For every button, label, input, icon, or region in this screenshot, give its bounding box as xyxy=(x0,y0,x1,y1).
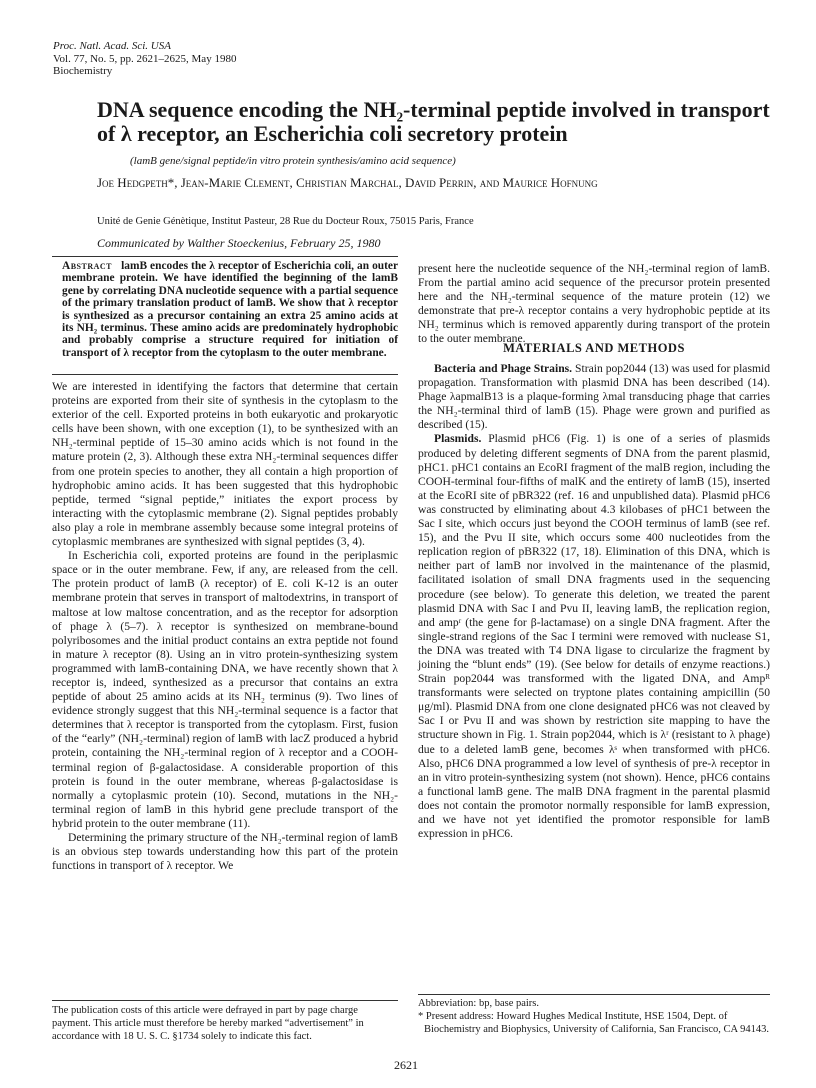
plasmids-heading: Plasmids. xyxy=(434,432,482,446)
affiliation: Unité de Genie Génètique, Institut Pasteur, 28 Rue du Docteur Roux, 75015 Paris, France xyxy=(97,216,474,227)
divider-footnote-right xyxy=(418,994,770,995)
divider-footnote-left xyxy=(52,1000,398,1001)
plasmids-text: Plasmid pHC6 (Fig. 1) is one of a series of plasmids produced by deleting different segments of DNA from the parent plasmid, pHC1. pHC1 contains an EcoRI fragment of the malB region, including the COOH-terminal four-fifths of malK and the entirety of lamB (15), inserted at the EcoRI site of pBR322 (ref. 16 and unpublished data). Plasmid pHC6 was constructed by eliminating about 4.3 kilobases of pHC1 between the Sac I site, which occurs just beyond the COOH terminus of lamB (see ref. 15), and the Pvu II site, which occurs some 400 nucleotides from the replication region of pBR322 (17, 18). Elimination of this DNA, which is neither part of lamB nor involved in the maintenance of the plasmid, facilitated isolation of small DNA fragments used in the sequencing procedure (see below). To generate this deletion, we treated the parent plasmid DNA with Sac I and Pvu II, leaving lamB, the replication region, and ampʳ (the gene for β-lactamase) on a single DNA fragment. After the single-strand regions of the Sac I termini were removed with nuclease S1, the DNA was treated with T4 DNA ligase to circularize the fragment by joining the “blunt ends” (19). (See below for details of enzyme reactions.) Strain pop2044 was transformed with the ligated DNA, and Ampᴿ transformants were selected on tryptone plates containing ampicillin (50 μg/ml). Plasmid DNA from one clone designated pHC6 was not cleaved by Sac I or Pvu II and was shown by restriction site mapping to have the structure shown in Fig. 1. Strain pop2044, which is λʳ (resistant to λ phage) due to a deleted lamB gene, becomes λˢ when transformed with pHC6. Also, pHC6 DNA programmed a low level of synthesis of pre-λ receptor in an in vitro protein-synthesizing system (not shown). Hence, pHC6 contains a functional lamB gene. The malB DNA fragment in the parental plasmid does not contain the promotor normally responsible for lamB expression, and we have not yet identified the promotor responsible for lamB expression in pHC6. xyxy=(418,432,771,841)
intro-paragraph: We are interested in identifying the factors that determine that certain proteins are exported from their site of synthesis in the cytoplasm to the exterior of the cell. Exported proteins in both eukaryotic and prokaryotic cells have been shown, with one exception (1), to be synthesized with an NH₂-terminal peptide of 15–30 amino acids which is not found in the mature protein (2, 3). Although these extra NH₂-terminal sequences differ from one protein species to another, they all contain a high proportion of hydrophobic amino acids. It has been suggested that this hydrophobic peptide, termed “signal peptide,” initiates the export process by interacting with the cytoplasmic membrane (2). Signal peptides probably also play a role in membrane assembly because some integral proteins of cytoplasmic membranes are synthesized with signal peptides (3, 4). xyxy=(52,380,398,549)
journal-volume: Vol. 77, No. 5, pp. 2621–2625, May 1980 xyxy=(53,52,237,65)
keywords: (lamB gene/signal peptide/in vitro protein synthesis/amino acid sequence) xyxy=(130,155,456,167)
section-heading-methods: MATERIALS AND METHODS xyxy=(503,341,685,355)
methods-body xyxy=(418,362,770,841)
intro-paragraph: In Escherichia coli, exported proteins are found in the periplasmic space or in the outer membrane. Few, if any, are released from the cell. The protein product of lamB (λ receptor) of E. coli K-12 is an outer membrane protein that serves in transport of maltodextrins, in transport of maltose at low maltose concentration, and as the receptor for adsorption of phage λ (5–7). λ receptor is synthesized on membrane-bound polyribosomes and the initial product contains an extra peptide not found in mature λ receptor (8). Using an in vitro protein-synthesizing system programmed with lamB-containing DNA, we have recently shown that λ receptor is, indeed, synthesized as a precursor that contains an extra peptide of about 25 amino acids at its NH₂ terminus (9). Two lines of evidence strongly suggest that this NH₂-terminal sequence is a factor that determines that λ receptor is transported from the cytoplasm. First, fusion of the “early” (NH₂-terminal) region of lamB with lacZ produced a hybrid protein, containing the NH₂-terminal region of λ receptor and a COOH-terminal region of β-galactosidase. A considerable proportion of this protein is found in the outer membrane, whereas β-galactosidase is normally a cytoplasmic protein (10). Second, mutations in the NH₂-terminal region of lamB in this hybrid gene preclude transport of the hybrid protein to the outer membrane (11). xyxy=(52,549,398,830)
journal-header xyxy=(53,40,236,78)
authors: Joe Hedgpeth*, Jean-Marie Clement, Christian Marchal, David Perrin, and Maurice Hofnung xyxy=(97,175,598,190)
abstract-text: lamB encodes the λ receptor of Escherichia coli, an outer membrane protein. We have identified the beginning of the lamB gene by correlating DNA nucleotide sequence with a partial sequence of the primary translation product of lamB. We show that λ receptor is synthesized as a precursor containing an extra 25 amino acids at its NH₂ terminus. These amino acids are predominately hydrophobic and probably comprise a structure required for initiation of transport of λ receptor from the cytoplasm to the outer membrane. xyxy=(62,260,399,359)
intro-continued: present here the nucleotide sequence of the NH₂-terminal region of lamB. From the partial amino acid sequence of the precursor protein presented here and the NH₂-terminal sequence of the mature protein (12) we demonstrate that pre-λ receptor contains a very hydrophobic peptide at its NH₂ terminus which is removed apparently during transport of the protein to the outer membrane. xyxy=(418,262,770,346)
introduction xyxy=(52,380,398,873)
publication-costs-footnote: The publication costs of this article were defrayed in part by page charge payment. This article must therefore be hereby marked “advertisement” in accordance with 18 U. S. C. §1734 solely to indicate this fact. xyxy=(52,1005,364,1042)
page-number: 2621 xyxy=(394,1058,418,1072)
abbreviation-footnote: Abbreviation: bp, base pairs. xyxy=(418,998,540,1009)
present-address-footnote: * Present address: Howard Hughes Medical Institute, HSE 1504, Dept. of Biochemistry and Biophysics, University of California, San Francisco, CA 94143. xyxy=(418,1010,770,1035)
plasmids-paragraph xyxy=(418,432,770,841)
bacteria-text: Strain pop2044 (13) was used for plasmid propagation. Transformation with plasmid DNA has been described (14). Phage λapmalB13 is a plaque-forming λmal transducing phage that carries the NH₂-terminal third of lamB (15). Phage were grown and purified as described (15). xyxy=(418,362,770,432)
divider-abstract-top xyxy=(52,256,398,257)
divider-abstract-bottom xyxy=(52,374,398,375)
abstract-label: Abstract xyxy=(62,260,113,272)
communicated-by: Communicated by Walther Stoeckenius, February 25, 1980 xyxy=(97,236,381,250)
footnotes-right xyxy=(418,998,770,1036)
article-title: DNA sequence encoding the NH₂-terminal peptide involved in transport of λ receptor, an Escherichia coli secretory protein xyxy=(97,97,770,146)
abstract xyxy=(52,260,398,359)
journal-name: Proc. Natl. Acad. Sci. USA xyxy=(53,40,171,52)
bacteria-paragraph xyxy=(418,362,770,432)
intro-paragraph: Determining the primary structure of the NH₂-terminal region of lamB is an obvious step towards understanding how this part of the protein functions in transport of λ receptor. We xyxy=(52,831,398,873)
bacteria-heading: Bacteria and Phage Strains. xyxy=(434,362,573,375)
journal-section: Biochemistry xyxy=(53,65,113,77)
